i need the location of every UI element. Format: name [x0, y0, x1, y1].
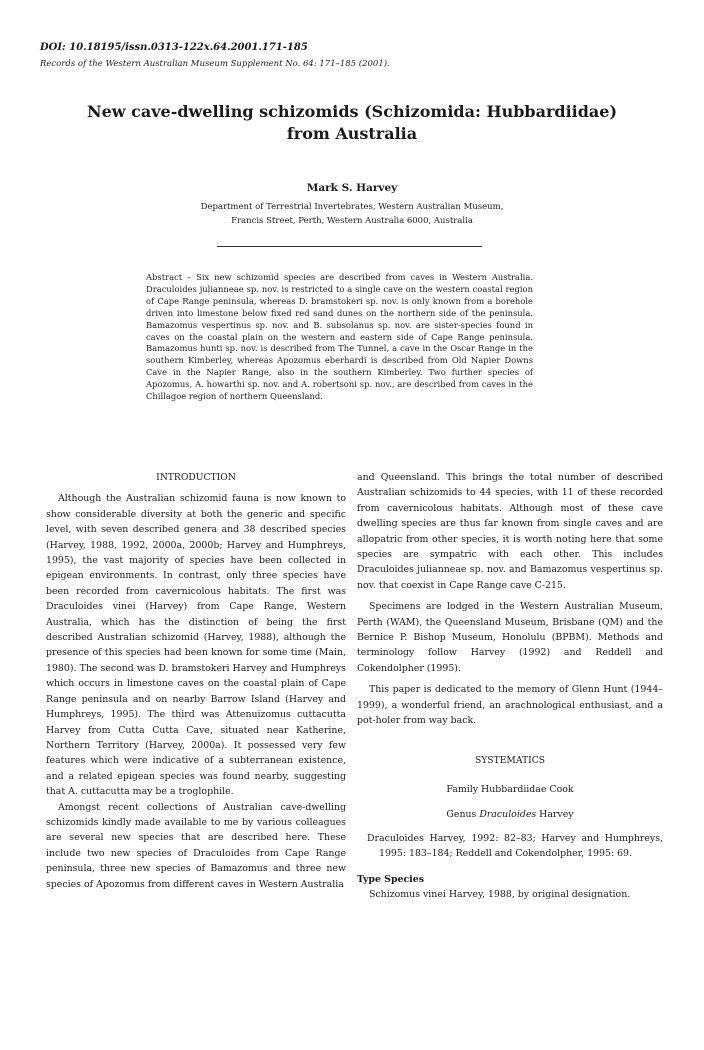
author-name: Mark S. Harvey — [306, 182, 398, 194]
family-heading: Family Hubbardiidae Cook — [446, 783, 574, 795]
left-column — [46, 470, 346, 892]
separator-rule — [217, 246, 482, 247]
systematics-heading: SYSTEMATICS — [474, 754, 546, 766]
intro-continuation: and Queensland. This brings the total number of described Australian schizomids to 44 species, with 11 of these recorded from cavernicolous habitats. Although most of these cave dwelling species are thus far known from single caves and are allopatric from other species, it is worth noting here that some species are sympatric with each other. This includes Draculoides julianneae sp. nov. and Bamazomus vespertinus sp. nov. that coexist in Cape Range cave C-215. — [357, 472, 663, 591]
dedication-paragraph: This paper is dedicated to the memory of Glenn Hunt (1944–1999), a wonderful friend, an arachnological enthusiast, and a pot-holer from way back. — [357, 684, 663, 727]
affiliation-line-1: Department of Terrestrial Invertebrates, Western Australian Museum, — [200, 202, 504, 212]
abstract: Abstract – Six new schizomid species are described from caves in Western Australia. Draculoides julianneae sp. nov. is restricted to a single cave on the western coastal region of Cape Range peninsula, whereas D. bramstokeri sp. nov. is only known from a borehole driven into limestone below fixed red sand dunes on the northern side of the peninsula. Bamazomus vespertinus sp. nov. and B. subsolanus sp. nov. are sister-species found in caves on the coastal plain on the western and eastern side of Cape Range peninsula. Bamazomus hunti sp. nov. is described from The Tunnel, a cave in the Oscar Range in the southern Kimberley, whereas Apozomus eberhardi is described from Old Napier Downs Cave in the Napier Range, also in the southern Kimberley. Two further species of Apozomus, A. howarthi sp. nov. and A. robertsoni sp. nov., are described from caves in the Chillagoe region of northern Queensland. — [146, 272, 533, 402]
genus-prefix: Genus — [446, 809, 480, 821]
right-column — [357, 470, 663, 902]
intro-paragraph-2: Amongst recent collections of Australian cave-dwelling schizomids kindly made available to me by various colleagues are several new species that are described here. These include two new species of Draculoides from Cape Range peninsula, three new species of Bamazomus and three new species of Apozomus from different caves in Western Australia — [46, 801, 346, 890]
type-species-heading: Type Species — [357, 873, 424, 885]
intro-paragraph-1: Although the Australian schizomid fauna is now known to show considerable diversity at both the generic and specific level, with seven described genera and 38 described species (Harvey, 1988, 1992, 2000a, 2000b; Harvey and Humphreys, 1995), the vast majority of species have been collected in epigean environments. In contrast, only three species have been recorded from cavernicolous habitats. The first was Draculoides vinei (Harvey) from Cape Range, Western Australia, which has the distinction of being the first described Australian schizomid (Harvey, 1988), although the presence of this species had been known for some time (Main, 1980). The second was D. bramstokeri Harvey and Humphreys which occurs in limestone caves on the coastal plain of Cape Range peninsula and on nearby Barrow Island (Harvey and Humphreys, 1995). The third was Attenuizomus cuttacutta Harvey from Cutta Cutta Cave, situated near Katherine, Northern Territory (Harvey, 2000a). It possessed very few features which were indicative of a subterranean existence, and a related epigean species was found nearby, suggesting that A. cuttacutta may be a troglophile. — [46, 493, 346, 798]
specimens-paragraph: Specimens are lodged in the Western Australian Museum, Perth (WAM), the Queensland Museum, Brisbane (QM) and the Bernice P. Bishop Museum, Honolulu (BPBM). Methods and terminology follow Harvey (1992) and Reddell and Cokendolpher (1995). — [357, 601, 663, 674]
title-line-2: from Australia — [286, 124, 418, 143]
affiliation-line-2: Francis Street, Perth, Western Australia 6000, Australia — [231, 216, 473, 226]
genus-heading — [357, 807, 663, 822]
genus-name: Draculoides — [479, 809, 537, 821]
doi-line: DOI: 10.18195/issn.0313-122x.64.2001.171-185 — [40, 42, 308, 53]
affiliation — [100, 200, 604, 228]
type-species-text: Schizomus vinei Harvey, 1988, by original designation. — [369, 888, 631, 900]
introduction-heading: INTRODUCTION — [156, 472, 236, 483]
title-line-1: New cave-dwelling schizomids (Schizomida: Hubbardiidae) — [86, 102, 618, 121]
journal-citation: Records of the Western Australian Museum Supplement No. 64: 171–185 (2001). — [40, 59, 390, 69]
paper-title — [70, 101, 634, 145]
genus-synonymy: Draculoides Harvey, 1992: 82–83; Harvey and Humphreys, 1995: 183–184; Reddell and Cokendolpher, 1995: 69. — [367, 832, 663, 860]
genus-suffix: Harvey — [536, 809, 574, 821]
